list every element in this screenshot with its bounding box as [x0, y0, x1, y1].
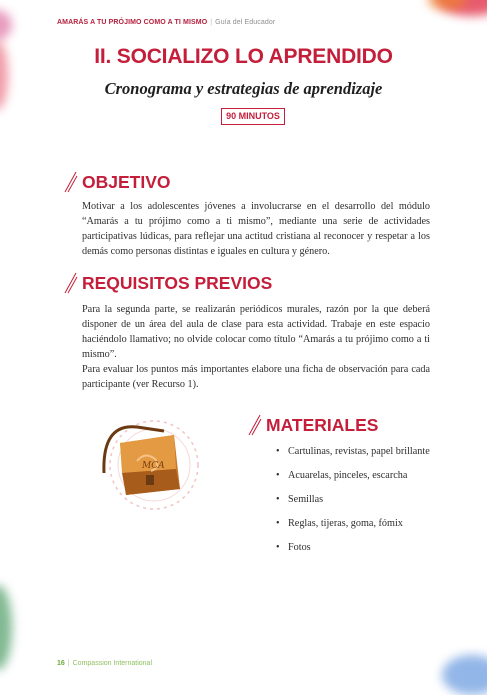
page-number: 16: [57, 660, 65, 667]
section-accent-icon: [62, 168, 78, 194]
watercolor-splash-bottom-left: [0, 585, 12, 670]
bullet-icon: •: [276, 518, 280, 529]
bullet-icon: •: [276, 470, 280, 481]
footer-org: Compassion International: [72, 660, 153, 667]
objetivo-heading: OBJETIVO: [82, 172, 171, 192]
bullet-icon: •: [276, 494, 280, 505]
section-accent-icon: [246, 411, 262, 437]
requisitos-heading: REQUISITOS PREVIOS: [82, 273, 273, 293]
list-item: • Semillas: [276, 494, 324, 505]
list-item: • Cartulinas, revistas, papel brillante: [276, 446, 430, 457]
footer-separator: |: [67, 660, 70, 667]
duration-badge: 90 MINUTOS: [221, 108, 285, 125]
page-subtitle: Cronograma y estrategias de aprendizaje: [104, 79, 383, 98]
list-item: • Acuarelas, pinceles, escarcha: [276, 470, 408, 481]
bullet-icon: •: [276, 542, 280, 553]
messenger-bag-icon: [82, 413, 202, 523]
watercolor-splash-top-left: [0, 10, 12, 40]
materiales-list: [276, 444, 436, 564]
list-item: • Reglas, tijeras, goma, fómix: [276, 518, 403, 529]
page-title: II. SOCIALIZO LO APRENDIDO: [94, 45, 393, 68]
objetivo-paragraph: Motivar a los adolescentes jóvenes a involucrarse en el desarrollo del módulo “Amarás a tu prójimo como a ti mismo”, mediante una serie de actividades participativas lúdicas, para reflejar una actitud cristiana al reconocer y respetar a los demás como personas distintas e iguales en cultura y género.: [82, 201, 430, 257]
list-item: • Fotos: [276, 542, 311, 553]
requisitos-paragraph-2: Para evaluar los puntos más importantes elabore una ficha de observación para cada participante (ver Recurso 1).: [82, 364, 430, 390]
header-title: AMARÁS A TU PRÓJIMO COMO A TI MISMO: [57, 19, 208, 26]
bullet-icon: •: [276, 446, 280, 457]
materiales-heading: MATERIALES: [266, 415, 379, 435]
section-accent-icon: [62, 269, 78, 295]
watercolor-splash-bottom-right: [442, 655, 487, 695]
requisitos-paragraph-1: Para la segunda parte, se realizarán periódicos murales, razón por la que deberá disponer de un área del aula de clase para esta actividad. Trabaje en este espacio haciéndolo llamativo; no olvide colocar como título “Amarás a tu prójimo como a ti mismo”.: [82, 304, 430, 360]
page-footer: [57, 660, 152, 667]
running-header: [57, 19, 275, 26]
svg-text:MCA: MCA: [142, 461, 165, 471]
header-separator: |: [210, 19, 213, 26]
header-subtitle: Guía del Educador: [215, 19, 276, 26]
